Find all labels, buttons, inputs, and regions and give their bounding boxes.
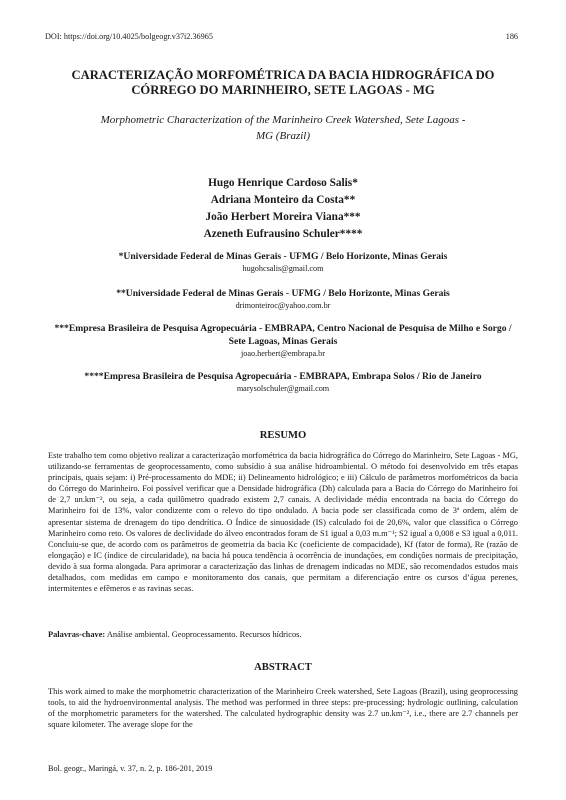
author-list [0, 175, 566, 243]
author-name: João Herbert Moreira Viana*** [205, 211, 361, 223]
keywords-label: Palavras-chave: [48, 630, 106, 639]
author-name: Azeneth Eufrausino Schuler**** [203, 228, 363, 240]
resumo-heading: RESUMO [259, 430, 307, 441]
journal-footer: Bol. geogr., Maringá, v. 37, n. 2, p. 186-201, 2019 [48, 764, 213, 773]
affiliation-name: **Universidade Federal de Minas Gerais - UFMG / Belo Horizonte, Minas Gerais [116, 288, 450, 299]
resumo-text: Este trabalho tem como objetivo realizar a caracterização morfométrica da bacia hidrográfica do Córrego do Marinheiro, Sete Lagoas - MG, utilizando-se ferramentas de geoprocessamento, como subsídio à sua análise hidroambiental. O método foi desenvolvido em três etapas principais, quais sejam: i) Pré-processamento do MDE; ii) Delineamento hidrológico; e iii) Cálculo de parâmetros morfométricos da bacia do Córrego do Marinheiro. Foi possível verificar que a Densidade hidrográfica (Dh) calculada para a Bacia do Córrego do Marinheiro foi de 2,7 un.km⁻², ou seja, a cada quilômetro quadrado existem 2,7 canais. A declividade média encontrada na bacia do Córrego do Marinheiro foi de 13%, valor condizente com o relevo do tipo ondulado. A bacia pode ser classificada como de 3ª ordem, além de apresentar sistema de drenagem do tipo dendrítica. O Índice de sinuosidade (IS) calculado foi de 20,6%, valor que classifica o Córrego Marinheiro como reto. Os valores de declividade do álveo encontrados foram de S1 igual a 0,03 m.m⁻¹; S2 igual a 0,008 e S3 igual a 0,011. Concluiu-se que, de acordo com os parâmetros de geometria da bacia Kc (coeficiente de compacidade), Kf (fator de forma), Re (razão de elongação) e IC (índice de circularidade), na bacia há pouca tendência à ocorrência de inundações, em condições normais de precipitação, devido à sua forma alongada. Para aprimorar a caracterização das linhas de drenagem indicadas no MDE, são recomendados estudos mais detalhados, com medidas em campo e monitoramento dos canais, que permitam a diferenciação entre os cursos d’água perenes, intermitentes e efêmeros e as ravinas secas. [48, 451, 518, 594]
subtitle-line-1: Morphometric Characterization of the Marinheiro Creek Watershed, Sete Lagoas - [100, 114, 466, 126]
title-line-1: CARACTERIZAÇÃO MORFOMÉTRICA DA BACIA HIDROGRÁFICA DO [71, 68, 495, 82]
affiliation-name: *Universidade Federal de Minas Gerais - UFMG / Belo Horizonte, Minas Gerais [118, 251, 448, 262]
author-name: Hugo Henrique Cardoso Salis* [208, 177, 358, 189]
keywords [48, 630, 518, 639]
title-line-2: CÓRREGO DO MARINHEIRO, SETE LAGOAS - MG [131, 83, 435, 97]
affiliation-4 [50, 370, 516, 395]
author-name: Adriana Monteiro da Costa** [210, 194, 356, 206]
affiliation-name: ****Empresa Brasileira de Pesquisa Agropecuária - EMBRAPA, Embrapa Solos / Rio de Janeiro [84, 371, 482, 382]
keywords-text: Análise ambiental. Geoprocessamento. Recursos hídricos. [105, 630, 302, 639]
subtitle-line-2: MG (Brazil) [255, 130, 311, 142]
paper-subtitle [55, 112, 511, 144]
affiliation-name: ***Empresa Brasileira de Pesquisa Agropecuária - EMBRAPA, Centro Nacional de Pesquisa de Milho e Sorgo / Sete Lagoas, Minas Gerais [54, 323, 512, 347]
affiliation-email[interactable]: joao.herbert@embrapa.br [241, 349, 325, 358]
affiliation-email[interactable]: drimonteiroc@yahoo.com.br [235, 301, 331, 310]
affiliation-1 [50, 250, 516, 275]
affiliation-email[interactable]: marysolschuler@gmail.com [236, 384, 330, 393]
paper-title [40, 68, 526, 98]
abstract-heading: ABSTRACT [254, 662, 312, 673]
affiliation-2 [50, 287, 516, 312]
doi-header[interactable]: DOI: https://doi.org/10.4025/bolgeogr.v37i2.36965 [45, 32, 213, 41]
page-number: 186 [505, 32, 518, 41]
affiliation-email[interactable]: hugohcsalis@gmail.com [242, 264, 324, 273]
affiliation-3 [50, 322, 516, 360]
abstract-text: This work aimed to make the morphometric characterization of the Marinheiro Creek watershed, Sete Lagoas (Brazil), using geoprocessing tools, to aid the hydroenvironmental analysis. The method was performed in three steps: pre-processing; hydrologic outlining, calculation of the morphometric parameters for the watershed. The calculated hydrographic density was 2.7 un.km⁻², i.e., there are 2.7 channels per square kilometer. The average slope for the [48, 687, 518, 730]
